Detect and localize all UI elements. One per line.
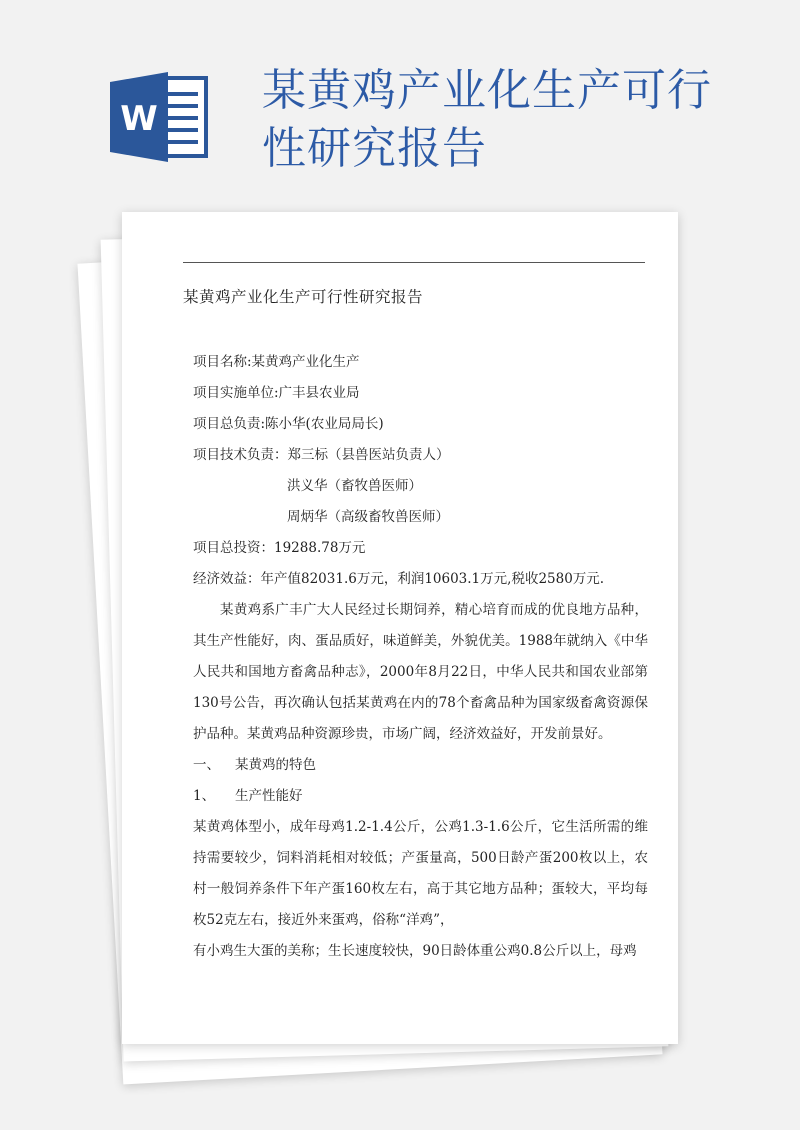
word-icon-letter: W (120, 99, 158, 139)
banner-title: 某黄鸡产业化生产可行性研究报告 (262, 65, 712, 174)
word-doc-icon (110, 72, 210, 162)
section-heading-1 (183, 750, 648, 781)
tech-leader-1: 项目技术负责：郑三标（县兽医站负责人） (193, 447, 450, 463)
document-title: 某黄鸡产业化生产可行性研究报告 (183, 288, 424, 306)
body-paragraph: 有小鸡生大蛋的美称；生长速度较快，90日龄体重公鸡0.8公斤以上，母鸡 (193, 943, 637, 959)
economic-benefit: 经济效益：年产值82031.6万元，利润10603.1万元,税收2580万元. (193, 571, 605, 587)
project-unit: 项目实施单位:广丰县农业局 (193, 385, 360, 401)
project-leader: 项目总负责:陈小华(农业局局长) (193, 416, 384, 432)
header-rule (183, 262, 645, 263)
tech-leader-2: 洪义华（畜牧兽医师） (287, 478, 422, 494)
intro-paragraph: 某黄鸡系广丰广大人民经过长期饲养，精心培育而成的优良地方品种，其生产性能好，肉、蛋品质好，味道鲜美，外貌优美。1988年就纳入《中华人民共和国地方畜禽品种志》，2000年8月22日，中华人民共和国农业部第130号公告，再次确认包括某黄鸡在内的78个畜禽品种为国家级畜禽资源保护品种。某黄鸡品种资源珍贵，市场广阔，经济效益好，开发前景好。 (193, 602, 648, 742)
subsection-number: 1、 (193, 788, 216, 804)
section-title: 某黄鸡的特色 (235, 757, 316, 773)
body-paragraph: 某黄鸡体型小，成年母鸡1.2-1.4公斤，公鸡1.3-1.6公斤，它生活所需的维持需要较少，饲料消耗相对较低；产蛋量高，500日龄产蛋200枚以上，农村一般饲养条件下年产蛋160枚左右，高于其它地方品种；蛋较大，平均每枚52克左右，接近外来蛋鸡，俗称“洋鸡”， (193, 819, 648, 928)
body-section (183, 812, 648, 967)
project-name: 项目名称:某黄鸡产业化生产 (193, 354, 360, 370)
project-investment: 项目总投资：19288.78万元 (193, 540, 366, 556)
document-body (183, 262, 648, 967)
section-number: 一、 (193, 757, 220, 773)
tech-leader-3: 周炳华（高级畜牧兽医师） (287, 509, 449, 525)
subsection-heading-1-1 (183, 781, 648, 812)
subsection-title: 生产性能好 (235, 788, 303, 804)
intro-section (183, 595, 648, 750)
